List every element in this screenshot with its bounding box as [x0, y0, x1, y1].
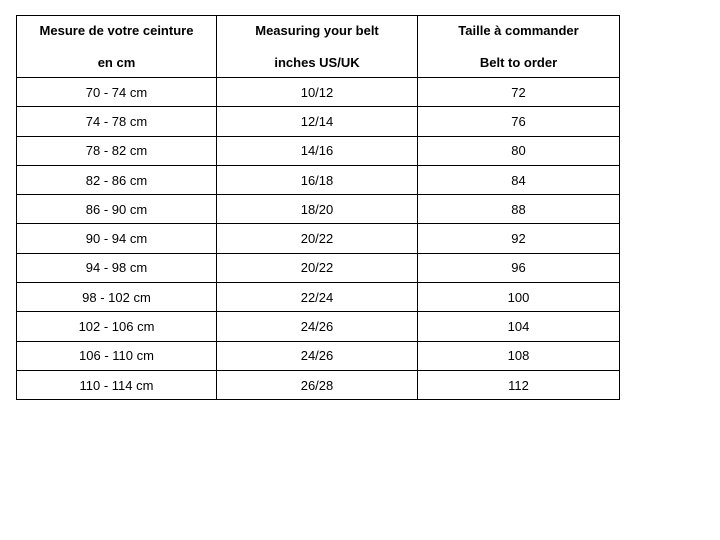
cell-belt-size: 100: [418, 283, 620, 312]
cell-belt-size: 72: [418, 78, 620, 107]
header-line: inches US/UK: [274, 54, 360, 70]
table-row: [17, 341, 620, 370]
cell-inches: 18/20: [217, 195, 418, 224]
header-line: en cm: [97, 54, 136, 70]
cell-waist-cm: 90 - 94 cm: [17, 224, 217, 253]
header-line: Measuring your belt: [255, 22, 379, 38]
cell-waist-cm: 106 - 110 cm: [17, 341, 217, 370]
table-row: [17, 224, 620, 253]
cell-inches: 22/24: [217, 283, 418, 312]
cell-inches: 20/22: [217, 224, 418, 253]
table-row: [17, 283, 620, 312]
table-row: [17, 195, 620, 224]
cell-waist-cm: 98 - 102 cm: [17, 283, 217, 312]
header-waist-cm: [17, 16, 217, 78]
cell-inches: 14/16: [217, 136, 418, 165]
cell-inches: 26/28: [217, 370, 418, 399]
cell-belt-size: 96: [418, 253, 620, 282]
cell-waist-cm: 78 - 82 cm: [17, 136, 217, 165]
cell-inches: 10/12: [217, 78, 418, 107]
cell-belt-size: 92: [418, 224, 620, 253]
cell-waist-cm: 70 - 74 cm: [17, 78, 217, 107]
table-row: [17, 165, 620, 194]
cell-belt-size: 108: [418, 341, 620, 370]
belt-size-table: [16, 15, 620, 400]
header-row: [17, 16, 620, 78]
cell-waist-cm: 102 - 106 cm: [17, 312, 217, 341]
cell-waist-cm: 82 - 86 cm: [17, 165, 217, 194]
cell-waist-cm: 110 - 114 cm: [17, 370, 217, 399]
cell-waist-cm: 86 - 90 cm: [17, 195, 217, 224]
header-line: Taille à commander: [458, 22, 579, 38]
table-row: [17, 370, 620, 399]
header-inches: [217, 16, 418, 78]
cell-inches: 24/26: [217, 312, 418, 341]
header-belt-size: [418, 16, 620, 78]
table-row: [17, 107, 620, 136]
cell-inches: 16/18: [217, 165, 418, 194]
cell-belt-size: 88: [418, 195, 620, 224]
table-row: [17, 253, 620, 282]
cell-belt-size: 76: [418, 107, 620, 136]
cell-belt-size: 84: [418, 165, 620, 194]
table-row: [17, 312, 620, 341]
cell-inches: 12/14: [217, 107, 418, 136]
cell-belt-size: 112: [418, 370, 620, 399]
table-body: [17, 78, 620, 400]
header-line: Belt to order: [479, 54, 558, 70]
cell-inches: 24/26: [217, 341, 418, 370]
table-header: [17, 16, 620, 78]
cell-belt-size: 80: [418, 136, 620, 165]
table-row: [17, 78, 620, 107]
cell-belt-size: 104: [418, 312, 620, 341]
header-line: Mesure de votre ceinture: [39, 22, 194, 38]
table-row: [17, 136, 620, 165]
cell-waist-cm: 74 - 78 cm: [17, 107, 217, 136]
cell-waist-cm: 94 - 98 cm: [17, 253, 217, 282]
cell-inches: 20/22: [217, 253, 418, 282]
